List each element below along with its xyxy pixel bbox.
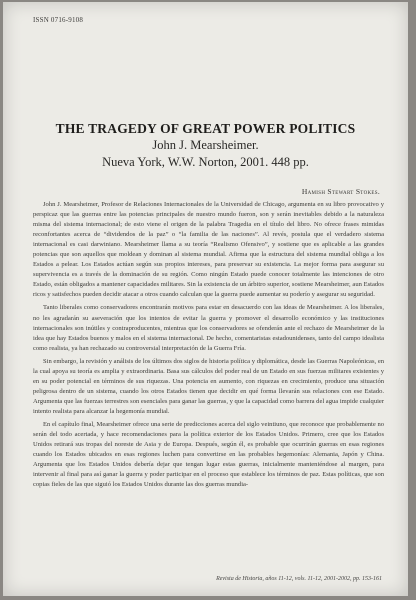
journal-citation: Revista de Historia, años 11-12, vols. 11-12, 2001-2002, pp. 153-161: [216, 576, 382, 582]
issn-label: ISSN 0716-9108: [33, 16, 84, 24]
review-heading: [3, 120, 408, 171]
paragraph-2: Tanto liberales como conservadores encontrarán motivos para estar en desacuerdo con las ideas de Mearsheimer. A los liberales, no les agradarán su aseveración que los intentos de evitar la guerra y promover el desarrollo económico y las instituciones internacionales son inútiles y contraproducentes, mientras que los conservadores se ofenderán ante el rechazo de Mearsheimer de la idea que hay Estados buenos y malos en el sistema internacional. De hecho, comentaristas estadounidenses, tanto del campo idealista como realista, ya han rechazado su controversial interpretación de la Guerra Fría.: [33, 304, 384, 352]
paragraph-4: En el capítulo final, Mearsheimer ofrece una serie de predicciones acerca del siglo veintiuno, que reconoce que probablemente no serán del todo acertada, y hace recomendaciones para la política exterior de los Estados Unidos. Primero, cree que los Estados Unidos retirará sus tropas del noreste de Asia y de Europa. Después, según él, es probable que ocurrirán guerras en esas regiones cuando los Estados ubicados en esas regiones luchen para convertirse en las probables hegemonías: Alemania, Japón y China. Argumenta que los Estados Unidos debería dejar que tengan lugar estas guerras, inicialmente manteniéndose al margen, para intervenir al final para así ganar la guerra y poder participar en el proceso que establece los términos de paz. Estas políticas, que son copias fieles de las que siguió los Estados Unidos durante las dos guerras mundia-: [33, 420, 384, 489]
paragraph-1: John J. Mearsheimer, Profesor de Relaciones Internacionales de la Universidad de Chicago, argumenta en su libro provocativo y perspicaz que las guerras entre las potencias principales de nuestro mundo fueron, son y serán inevitables debido a la naturaleza misma del sistema internacional; de esto viene el origen de la palabra Tragedia en el título del libro. No ofrece frases mimidas reconfortantes acerca de “dividendos de la paz” o “la familia de las naciones”. Al revés, postula que el verdadero sistema internacional es casi darwiniano. Mearsheimer llama a su teoría “Realismo Ofensivo”, y sostiene que es aplicable a las grandes potencias que son aquellos que moldean y dominan al sistema mundial. Afirma que la estructura del sistema mundial obliga a los Estados a pelear. Los Estados actúan según sus propios intereses, para preservar su existencia. La mejor forma para asegurar su supervivencia es a través de la dominación de su región. Como ningún Estado puede conocer totalmente las intenciones de otro Estado, están obligados a mantener capacidades militares. Sin la existencia de un árbitro superior, sostiene Mearsheimer, aun Estados ricos y satisfechos pueden decidir atacar a otros cuando calculan que la guerra puede aumentar su poderío y asegurar su seguridad.: [33, 201, 384, 299]
book-title: THE TRAGEDY OF GREAT POWER POLITICS: [55, 121, 356, 136]
reviewer-name: Hamish Stewart Stokes.: [301, 187, 380, 196]
publication-info: Nueva York, W.W. Norton, 2001. 448 pp.: [102, 155, 309, 169]
journal-page: [3, 2, 408, 596]
book-author: John J. Mearsheimer.: [152, 138, 259, 152]
review-body: [33, 200, 384, 490]
paragraph-3: Sin embargo, la revisión y análisis de los últimos dos siglos de historia política y diplomática, desde las Guerras Napoleónicas, en la cual apoya su teoría es amplia y extraordinaria. Basa sus cálculos del poder real de un Estado en sus fuerzas militares existentes y en su poder potencial en términos de sus riquezas. Una potencia en aumento, con riquezas en crecimiento, produce una situación peligrosa dentro de un sistema, cuando los otros Estados tienen que decidir en qué forma llevarán sus relaciones con ese Estado. Argumenta que las fuerzas terrestres son esenciales para ganar las guerras, y que la capacidad como barrera del agua impide cualquier intento realista para alcanzar la hegemonía mundial.: [33, 357, 384, 415]
